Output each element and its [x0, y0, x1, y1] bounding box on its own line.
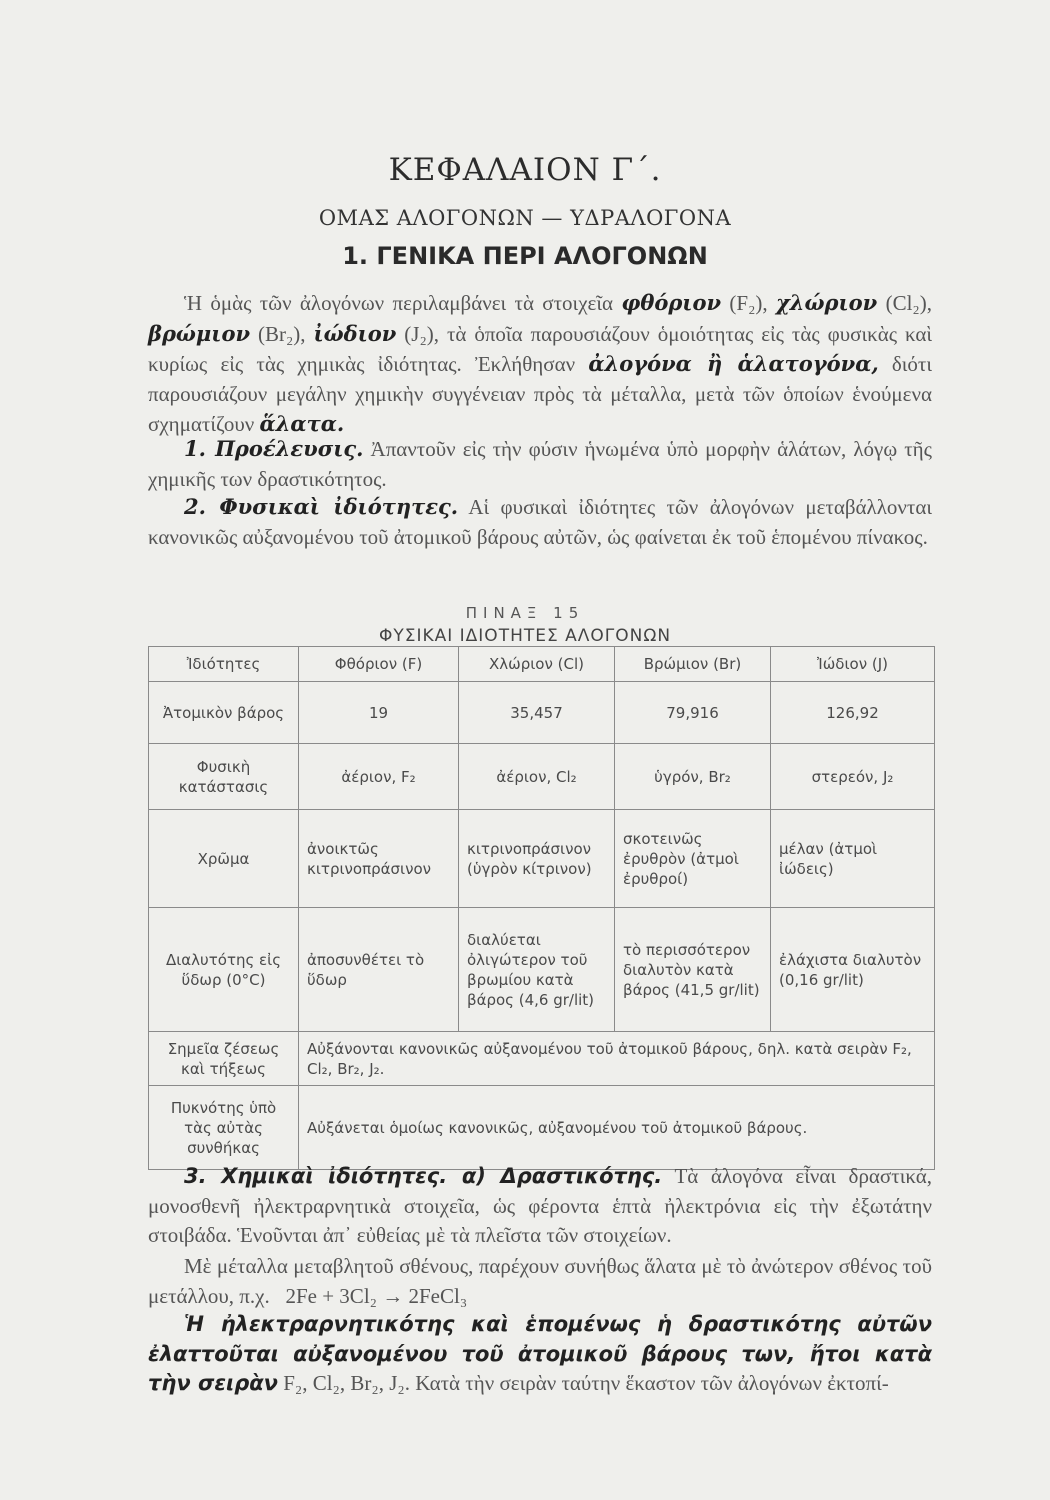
term-chlorine: χλώριον	[775, 290, 878, 315]
section-title: 1. ΓΕΝΙΚΑ ΠΕΡΙ ΑΛΟΓΟΝΩΝ	[342, 242, 708, 270]
intro-text-2: (F₂),	[721, 291, 776, 315]
row-label-physical-state: Φυσικὴ κατάστασις	[149, 744, 299, 810]
term-fluorine: φθόριον	[621, 290, 722, 315]
chemical-text: Τὰ ἀλογόνα εἶναι δραστικά, μονοσθενῆ ἠλεκτραρνητικὰ στοιχεῖα, ὡς φέροντα ἑπτὰ ἠλεκτρόνια εἰς τὴν ἐξωτάτην στοιβάδα. Ἑνοῦνται ἀπ᾽ εὐθείας μὲ τὰ πλεῖστα τῶν στοιχείων.	[148, 1164, 932, 1247]
cell-value: διαλύεται ὀλιγώτερον τοῦ βρωμίου κατὰ βάρος (4,6 gr/lit)	[459, 908, 615, 1032]
term-salts: ἅλατα.	[259, 411, 345, 436]
reaction-equation: 2Fe + 3Cl₂ → 2FeCl₃	[285, 1283, 468, 1308]
intro-text-1: Ἡ ὁμὰς τῶν ἀλογόνων περιλαμβάνει τὰ στοιχεῖα	[184, 291, 622, 315]
table-row	[149, 1032, 935, 1086]
electronegativity-text: F₂, Cl₂, Br₂, J₂. Κατὰ τὴν σειρὰν ταύτην ἕκαστον τῶν ἀλογόνων ἐκτοπί-	[277, 1371, 889, 1395]
chemical-paragraph	[148, 1162, 932, 1251]
row-label-atomic-weight: Ἀτομικὸν βάρος	[149, 682, 299, 744]
cell-value: ἀποσυνθέτει τὸ ὕδωρ	[299, 908, 459, 1032]
cell-value: ἀέριον, Cl₂	[459, 744, 615, 810]
table-header-row	[149, 647, 935, 682]
table-row	[149, 682, 935, 744]
chapter-title: ΚΕΦΑΛΑΙΟΝ Γ΄.	[388, 152, 662, 188]
table-row	[149, 908, 935, 1032]
origin-paragraph	[148, 434, 932, 494]
intro-text-4: (Br₂),	[250, 321, 314, 346]
table-row	[149, 810, 935, 908]
intro-text-5: (J₂), τὰ ὁποῖα παρουσιάζουν ὁμοιότητας εἰς τὰς φυσικὰς καὶ κυρίως εἰς τὰς χημικὰς ἰδιότητας. Ἐκλήθησαν	[148, 321, 932, 376]
table-caption: ΠΙΝΑΞ 15	[465, 604, 585, 622]
metals-text: Μὲ μέταλλα μεταβλητοῦ σθένους, παρέχουν συνήθως ἅλατα μὲ τὸ ἀνώτερον σθένος τοῦ μετάλλου, π.χ.	[148, 1254, 932, 1308]
table-row	[149, 744, 935, 810]
row-label-melting-boiling: Σημεῖα ζέσεως καὶ τήξεως	[149, 1032, 299, 1086]
cell-value: 35,457	[459, 682, 615, 744]
cell-value: 79,916	[615, 682, 771, 744]
group-title: ΟΜΑΣ ΑΛΟΓΟΝΩΝ — ΥΔΡΑΛΟΓΟΝΑ	[318, 206, 732, 230]
chemical-heading: 3. Χημικαὶ ἰδιότητες. α) Δραστικότης.	[184, 1164, 663, 1188]
physical-heading: 2. Φυσικαὶ ἰδιότητες.	[184, 494, 459, 519]
origin-text: Ἀπαντοῦν εἰς τὴν φύσιν ἡνωμένα ὑπὸ μορφὴν ἁλάτων, λόγῳ τῆς χημικῆς των δραστικότητος.	[148, 437, 932, 491]
cell-value: ὑγρόν, Br₂	[615, 744, 771, 810]
term-halogens: ἀλογόνα ἢ ἁλατογόνα,	[588, 351, 879, 376]
row-label-solubility: Διαλυτότης εἰς ὕδωρ (0°C)	[149, 908, 299, 1032]
physical-paragraph	[148, 492, 932, 552]
row-label-color: Χρῶμα	[149, 810, 299, 908]
cell-value: στερεόν, J₂	[771, 744, 935, 810]
row-label-density: Πυκνότης ὑπὸ τὰς αὐτὰς συνθήκας	[149, 1086, 299, 1170]
cell-value: κιτρινοπράσινον (ὑγρὸν κίτρινον)	[459, 810, 615, 908]
cell-value: ἐλάχιστα διαλυτὸν (0,16 gr/lit)	[771, 908, 935, 1032]
physical-text: Αἱ φυσικαὶ ἰδιότητες τῶν ἀλογόνων μεταβάλλονται κανονικῶς αὐξανομένου τοῦ ἀτομικοῦ βάρους αὐτῶν, ὡς φαίνεται ἐκ τοῦ ἑπομένου πίνακος.	[148, 495, 933, 549]
cell-value: 19	[299, 682, 459, 744]
cell-value: μέλαν (ἀτμοὶ ἰώδεις)	[771, 810, 935, 908]
electronegativity-bold: Ἡ ἠλεκτραρνητικότης καὶ ἑπομένως ἡ δραστικότης αὐτῶν ἐλαττοῦται αὐξανομένου τοῦ ἀτομικοῦ βάρους των, ἤτοι κατὰ τὴν σειρὰν	[148, 1312, 932, 1395]
header-bromine: Βρώμιον (Br)	[615, 647, 771, 682]
table-title: ΦΥΣΙΚΑΙ ΙΔΙΟΤΗΤΕΣ ΑΛΟΓΟΝΩΝ	[378, 626, 672, 646]
origin-heading: 1. Προέλευσις.	[184, 436, 364, 461]
cell-value: ἀνοικτῶς κιτρινοπράσινον	[299, 810, 459, 908]
intro-text-3: (Cl₂),	[877, 291, 932, 315]
metals-paragraph	[148, 1252, 932, 1311]
header-iodine: Ἰώδιον (J)	[771, 647, 935, 682]
intro-text-6: διότι παρουσιάζουν μεγάλην χημικὴν συγγένειαν πρὸς τὰ μέταλλα, μετὰ τῶν ὁποίων ἑνούμενα σχηματίζουν	[148, 352, 932, 436]
cell-value: ἀέριον, F₂	[299, 744, 459, 810]
cell-span-value: Αὐξάνεται ὁμοίως κανονικῶς, αὐξανομένου τοῦ ἀτομικοῦ βάρους.	[299, 1086, 935, 1170]
header-chlorine: Χλώριον (Cl)	[459, 647, 615, 682]
table-row	[149, 1086, 935, 1170]
term-bromine: βρώμιον	[148, 320, 251, 346]
cell-span-value: Αὐξάνονται κανονικῶς αὐξανομένου τοῦ ἀτομικοῦ βάρους, δηλ. κατὰ σειρὰν F₂, Cl₂, Br₂, J₂.	[299, 1032, 935, 1086]
cell-value: σκοτεινῶς ἐρυθρὸν (ἀτμοὶ ἐρυθροί)	[615, 810, 771, 908]
cell-value: 126,92	[771, 682, 935, 744]
header-fluorine: Φθόριον (F)	[299, 647, 459, 682]
cell-value: τὸ περισσότερον διαλυτὸν κατὰ βάρος (41,5 gr/lit)	[615, 908, 771, 1032]
intro-paragraph	[148, 288, 932, 440]
term-iodine: ἰώδιον	[313, 320, 397, 346]
header-properties: Ἰδιότητες	[149, 647, 299, 682]
halogen-properties-table	[148, 646, 935, 1170]
electronegativity-paragraph	[148, 1310, 932, 1399]
